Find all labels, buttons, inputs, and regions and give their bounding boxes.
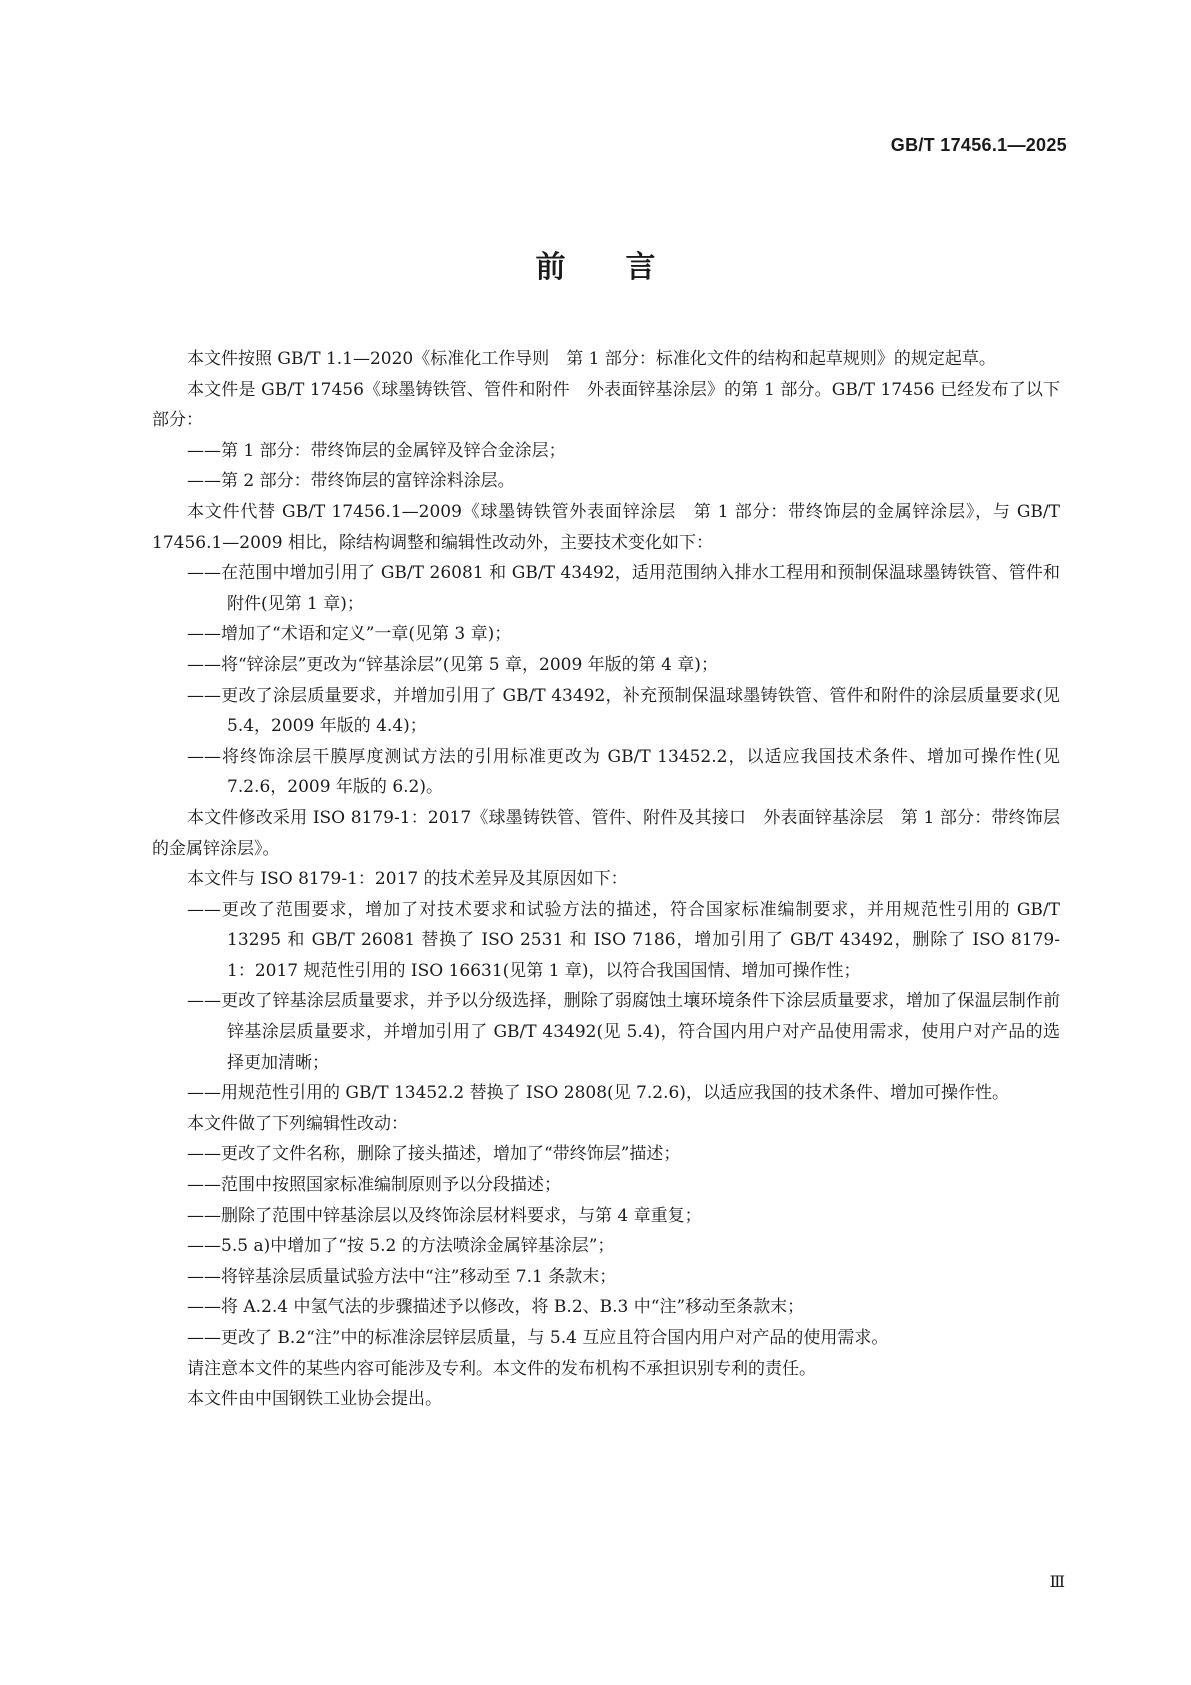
- paragraph-proposer: 本文件由中国钢铁工业协会提出。: [187, 1389, 442, 1410]
- paragraph-series-parts: 本文件是 GB/T 17456《球墨铸铁管、管件和附件 外表面锌基涂层》的第 1 部分。GB/T 17456 已经发布了以下部分：: [152, 379, 1060, 431]
- list-item-editorial: ——更改了文件名称，删除了接头描述，增加了“带终饰层”描述；: [187, 1144, 681, 1165]
- paragraph-differences: 本文件与 ISO 8179-1：2017 的技术差异及其原因如下：: [187, 869, 628, 890]
- page-title: [0, 242, 1191, 286]
- document-body: [152, 344, 1060, 1415]
- list-item-tech-change: ——更改了涂层质量要求，并增加引用了 GB/T 43492，补充预制保温球墨铸铁管、管件和附件的涂层质量要求(见 5.4，2009 年版的 4.4)；: [187, 685, 1060, 737]
- list-item-editorial: ——删除了范围中锌基涂层以及终饰涂层材料要求，与第 4 章重复；: [187, 1205, 702, 1226]
- list-item-difference: ——用规范性引用的 GB/T 13452.2 替换了 ISO 2808(见 7.2.6)，以适应我国的技术条件、增加可操作性。: [187, 1083, 1009, 1104]
- paragraph-replaces: 本文件代替 GB/T 17456.1—2009《球墨铸铁管外表面锌涂层 第 1 部分：带终饰层的金属锌涂层》，与 GB/T 17456.1—2009 相比，除结构调整和编辑性改动外，主要技术变化如下：: [152, 501, 1060, 553]
- list-item-editorial: ——将 A.2.4 中氢气法的步骤描述予以修改，将 B.2、B.3 中“注”移动至条款末；: [187, 1297, 805, 1318]
- list-item-part-2: ——第 2 部分：带终饰层的富锌涂料涂层。: [187, 471, 515, 492]
- page-number: Ⅲ: [1049, 1572, 1065, 1591]
- list-item-tech-change: ——将“锌涂层”更改为“锌基涂层”(见第 5 章，2009 年版的第 4 章)；: [187, 654, 718, 675]
- list-item-editorial: ——5.5 a)中增加了“按 5.2 的方法喷涂金属锌基涂层”；: [187, 1236, 615, 1257]
- list-item-tech-change: ——增加了“术语和定义”一章(见第 3 章)；: [187, 624, 512, 645]
- list-item-tech-change: ——在范围中增加引用了 GB/T 26081 和 GB/T 43492，适用范围纳入排水工程用和预制保温球墨铸铁管、管件和附件(见第 1 章)；: [187, 563, 1060, 614]
- list-item-difference: ——更改了锌基涂层质量要求，并予以分级选择，删除了弱腐蚀土壤环境条件下涂层质量要求，增加了保温层制作前锌基涂层质量要求，并增加引用了 GB/T 43492(见 5.4)，符合国内用户对产品使用需求，使用户对产品的选择更加清晰；: [187, 991, 1060, 1073]
- paragraph-drafting-rules: 本文件按照 GB/T 1.1—2020《标准化工作导则 第 1 部分：标准化文件的结构和起草规则》的规定起草。: [187, 349, 996, 369]
- list-item-difference: ——更改了范围要求，增加了对技术要求和试验方法的描述，符合国家标准编制要求，并用规范性引用的 GB/T 13295 和 GB/T 26081 替换了 ISO 2531 和 ISO 7186，增加引用了 GB/T 43492，删除了 ISO 8179-1：2017 规范性引用的 ISO 16631(见第 1 章)，以符合我国国情、增加可操作性；: [187, 899, 1060, 981]
- list-item-editorial: ——范围中按照国家标准编制原则予以分段描述；: [187, 1175, 561, 1196]
- paragraph-adoption: 本文件修改采用 ISO 8179-1：2017《球墨铸铁管、管件、附件及其接口 外表面锌基涂层 第 1 部分：带终饰层的金属锌涂层》。: [152, 807, 1060, 859]
- list-item-tech-change: ——将终饰涂层干膜厚度测试方法的引用标准更改为 GB/T 13452.2，以适应我国技术条件、增加可操作性(见 7.2.6，2009 年版的 6.2)。: [187, 746, 1060, 798]
- paragraph-patent-notice: 请注意本文件的某些内容可能涉及专利。本文件的发布机构不承担识别专利的责任。: [187, 1358, 816, 1379]
- paragraph-editorial: 本文件做了下列编辑性改动：: [187, 1113, 408, 1134]
- list-item-part-1: ——第 1 部分：带终饰层的金属锌及锌合金涂层；: [187, 440, 566, 461]
- title-char-1: 前: [535, 250, 566, 285]
- list-item-editorial: ——将锌基涂层质量试验方法中“注”移动至 7.1 条款末；: [187, 1266, 617, 1287]
- list-item-editorial: ——更改了 B.2“注”中的标准涂层锌层质量，与 5.4 互应且符合国内用户对产品的使用需求。: [187, 1328, 889, 1348]
- title-char-2: 言: [625, 250, 656, 285]
- document-code: GB/T 17456.1—2025: [890, 135, 1067, 155]
